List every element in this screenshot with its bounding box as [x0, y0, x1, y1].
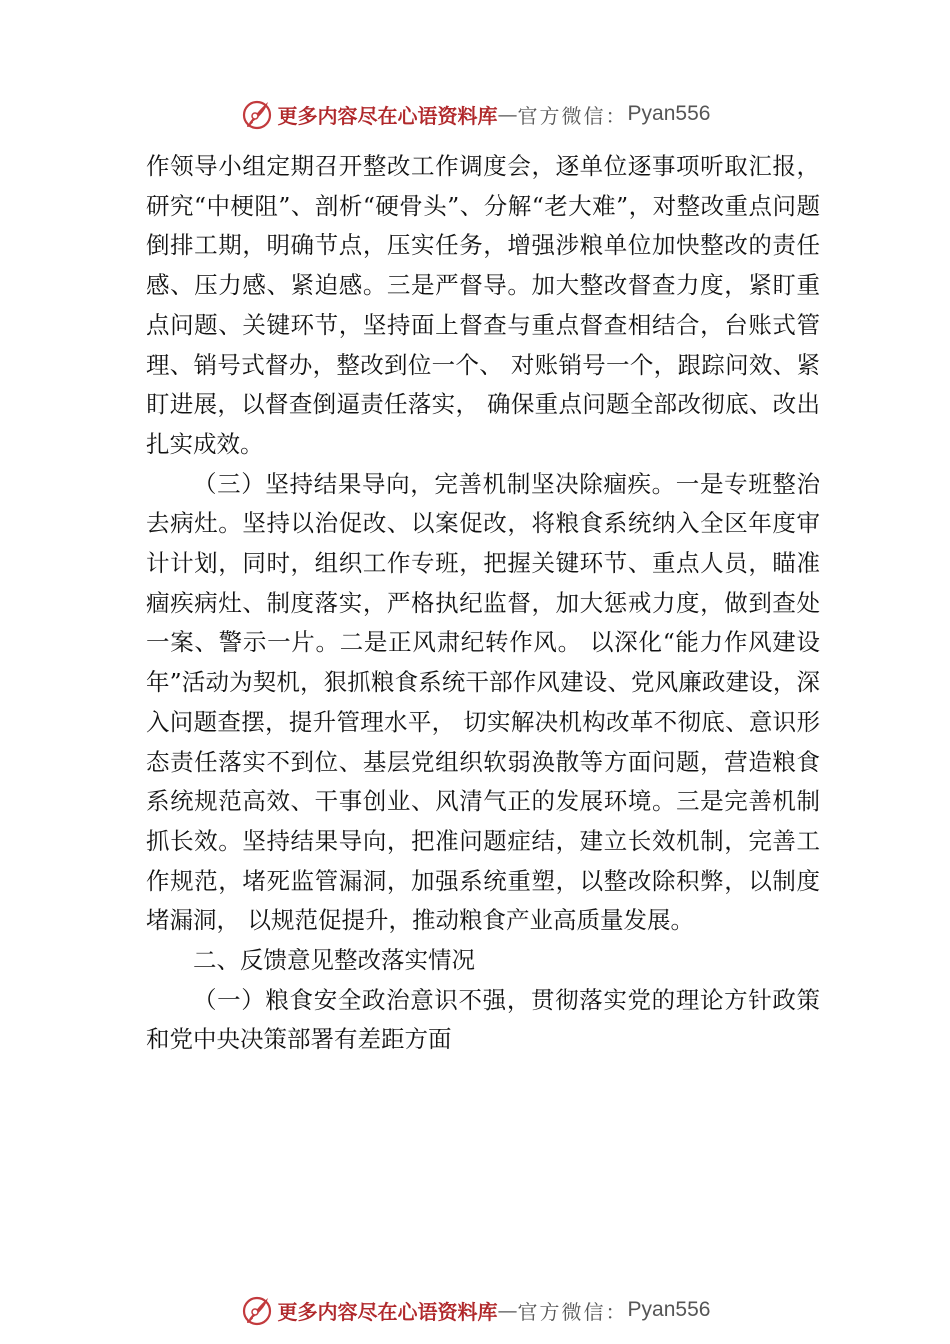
wechat-label: 官方微信： [517, 103, 628, 128]
header-banner [0, 94, 950, 134]
footer-banner [0, 1290, 950, 1330]
brand-name: 更多内容尽在心语资料库 [277, 103, 498, 128]
section-heading-feedback: 二、反馈意见整改落实情况 [193, 946, 475, 975]
brand-name: 更多内容尽在心语资料库 [277, 1299, 498, 1324]
paragraph-subsection-one: （一）粮食安全政治意识不强，贯彻落实党的理论方针政策和党中央决策部署有差距方面 [146, 985, 820, 1054]
wechat-id: Pyan556 [627, 1298, 711, 1321]
brand-dash: — [497, 1298, 518, 1322]
paragraph-continuation: 作领导小组定期召开整改工作调度会，逐单位逐事项听取汇报，研究“中梗阻”、剖析“硬骨头”、分解“老大难”，对整改重点问题倒排工期，明确节点，压实任务，增强涉粮单位加快整改的责任感、压力感、紧迫感。三是严督导。加大整改督查力度，紧盯重点问题、关键环节，坚持面上督查与重点督查相结合，台账式管理、销号式督办，整改到位一个、 对账销号一个，跟踪问效、紧盯进展，以督查倒逼责任落实， 确保重点问题全部改彻底、改出扎实成效。 [146, 152, 820, 458]
paragraph-section-three: （三）坚持结果导向，完善机制坚决除痼疾。一是专班整治去病灶。坚持以治促改、以案促改，将粮食系统纳入全区年度审计计划，同时，组织工作专班，把握关键环节、重点人员，瞄准痼疾病灶、制度落实，严格执纪监督，加大惩戒力度，做到查处一案、警示一片。二是正风肃纪转作风。 以深化“能力作风建设年”活动为契机，狠抓粮食系统干部作风建设、党风廉政建设，深入问题查摆，提升管理水平， 切实解决机构改革不彻底、意识形态责任落实不到位、基层党组织软弱涣散等方面问题，营造粮食系统规范高效、干事创业、风清气正的发展环境。三是完善机制抓长效。坚持结果导向，把准问题症结，建立长效机制，完善工作规范，堵死监管漏洞，加强系统重塑，以整改除积弊，以制度堵漏洞， 以规范促提升，推动粮食产业高质量发展。 [146, 469, 820, 935]
quill-seal-icon [240, 1293, 274, 1327]
wechat-id: Pyan556 [627, 102, 711, 125]
document-body [146, 147, 820, 1060]
quill-seal-icon [240, 97, 274, 131]
wechat-label: 官方微信： [517, 1299, 628, 1324]
brand-dash: — [497, 102, 518, 126]
